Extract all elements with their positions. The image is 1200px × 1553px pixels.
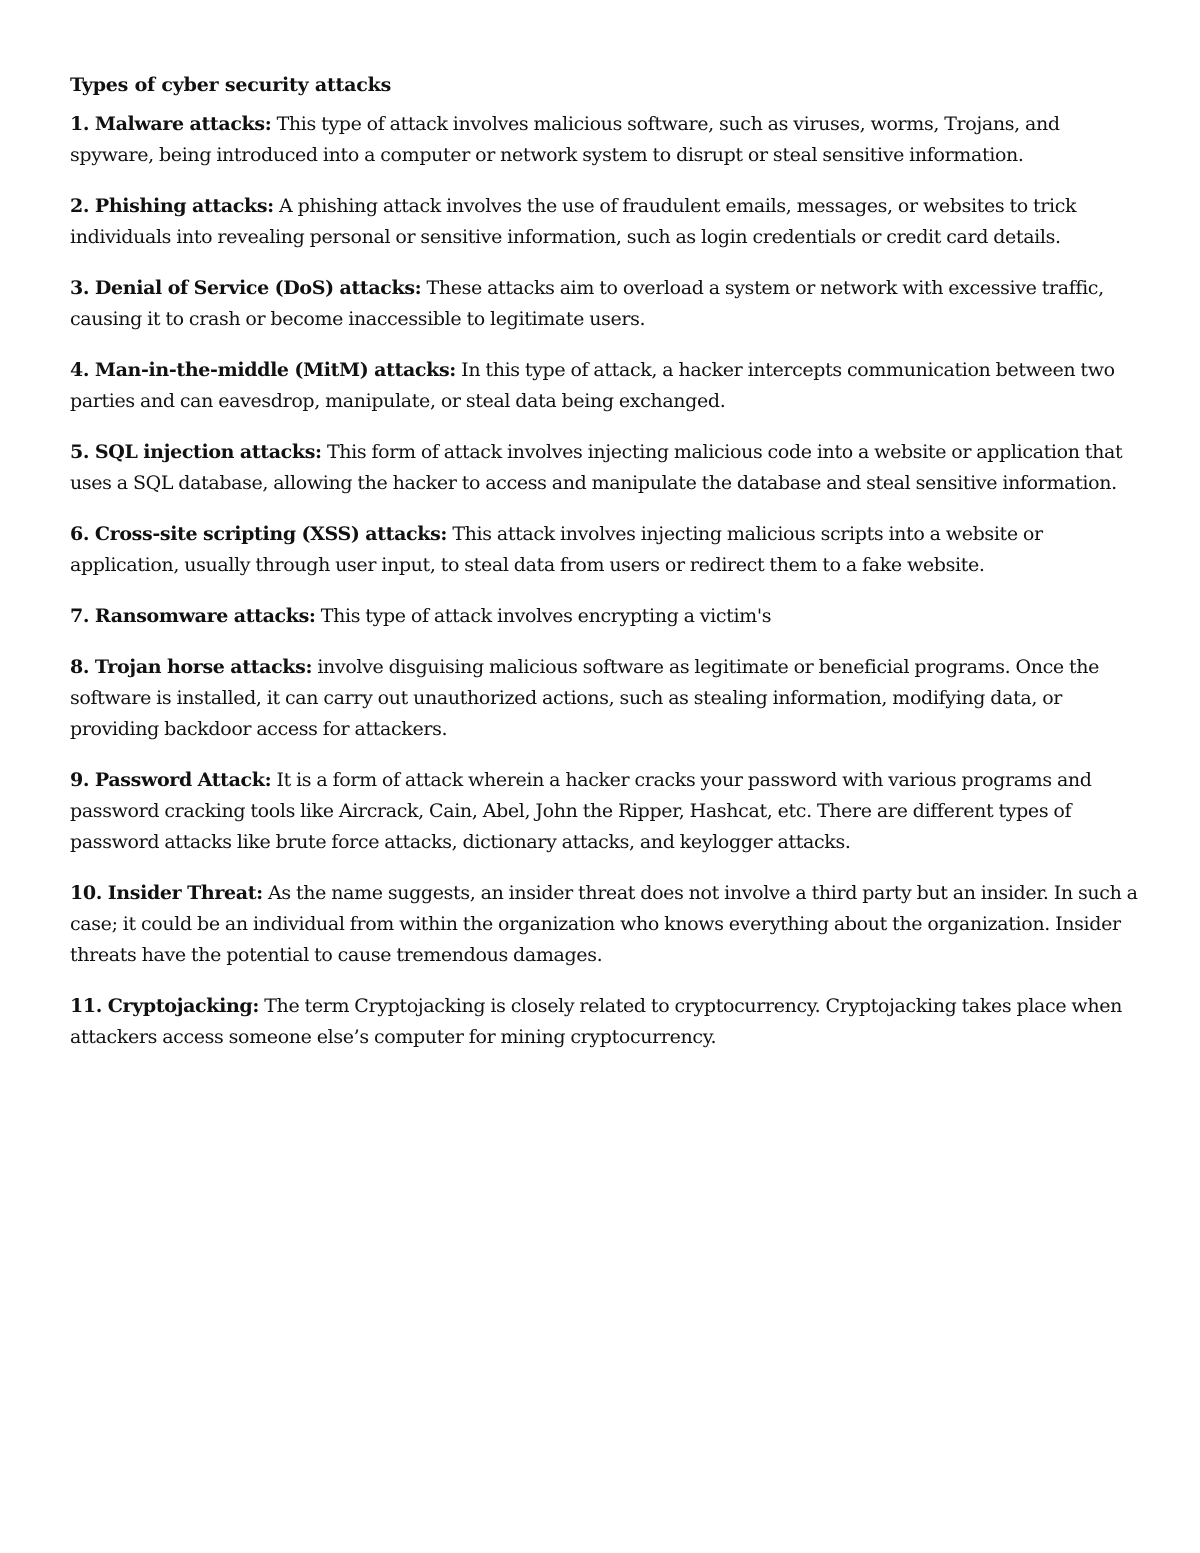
list-item (70, 437, 1140, 499)
list-item (70, 652, 1140, 745)
list-item (70, 191, 1140, 253)
list-item (70, 991, 1140, 1053)
item-term: 3. Denial of Service (DoS) attacks: (70, 277, 422, 299)
list-item (70, 273, 1140, 335)
item-term: 2. Phishing attacks: (70, 195, 274, 217)
item-term: 7. Ransomware attacks: (70, 605, 316, 627)
item-text: This form of attack involves injecting malicious code into a website or application that uses a SQL database, allowing the hacker to access and manipulate the database and steal sensitive information. (70, 441, 1123, 494)
item-text: A phishing attack involves the use of fraudulent emails, messages, or websites to trick individuals into revealing personal or sensitive information, such as login credentials or credit card details. (70, 195, 1077, 248)
item-term: 10. Insider Threat: (70, 882, 263, 904)
document-title: Types of cyber security attacks (70, 74, 392, 96)
item-text: This type of attack involves malicious software, such as viruses, worms, Trojans, and spyware, being introduced into a computer or network system to disrupt or steal sensitive information. (70, 113, 1060, 166)
item-term: 11. Cryptojacking: (70, 995, 260, 1017)
item-term: 5. SQL injection attacks: (70, 441, 322, 463)
item-term: 6. Cross-site scripting (XSS) attacks: (70, 523, 448, 545)
item-text: It is a form of attack wherein a hacker cracks your password with various programs and password cracking tools like Aircrack, Cain, Abel, John the Ripper, Hashcat, etc. There are different types of password attacks like brute force attacks, dictionary attacks, and keylogger attacks. (70, 769, 1092, 853)
item-text: These attacks aim to overload a system or network with excessive traffic, causing it to crash or become inaccessible to legitimate users. (70, 277, 1104, 330)
item-term: 4. Man-in-the-middle (MitM) attacks: (70, 359, 456, 381)
item-text: This type of attack involves encrypting a victim's (320, 605, 772, 627)
list-item (70, 765, 1140, 858)
list-item (70, 519, 1140, 581)
item-text: As the name suggests, an insider threat does not involve a third party but an insider. In such a case; it could be an individual from within the organization who knows everything about the organization. Insider threats have the potential to cause tremendous damages. (70, 882, 1138, 966)
item-text: involve disguising malicious software as legitimate or beneficial programs. Once the software is installed, it can carry out unauthorized actions, such as stealing information, modifying data, or providing backdoor access for attackers. (70, 656, 1100, 740)
list-item (70, 601, 1140, 632)
list-item (70, 109, 1140, 171)
list-item (70, 355, 1140, 417)
item-term: 8. Trojan horse attacks: (70, 656, 313, 678)
item-text: In this type of attack, a hacker intercepts communication between two parties and can eavesdrop, manipulate, or steal data being exchanged. (70, 359, 1115, 412)
item-term: 9. Password Attack: (70, 769, 272, 791)
document-page (70, 70, 1140, 1073)
item-term: 1. Malware attacks: (70, 113, 272, 135)
list-item (70, 878, 1140, 971)
item-text: This attack involves injecting malicious scripts into a website or application, usually through user input, to steal data from users or redirect them to a fake website. (70, 523, 1043, 576)
item-text: The term Cryptojacking is closely related to cryptocurrency. Cryptojacking takes place when attackers access someone else’s computer for mining cryptocurrency. (70, 995, 1122, 1048)
